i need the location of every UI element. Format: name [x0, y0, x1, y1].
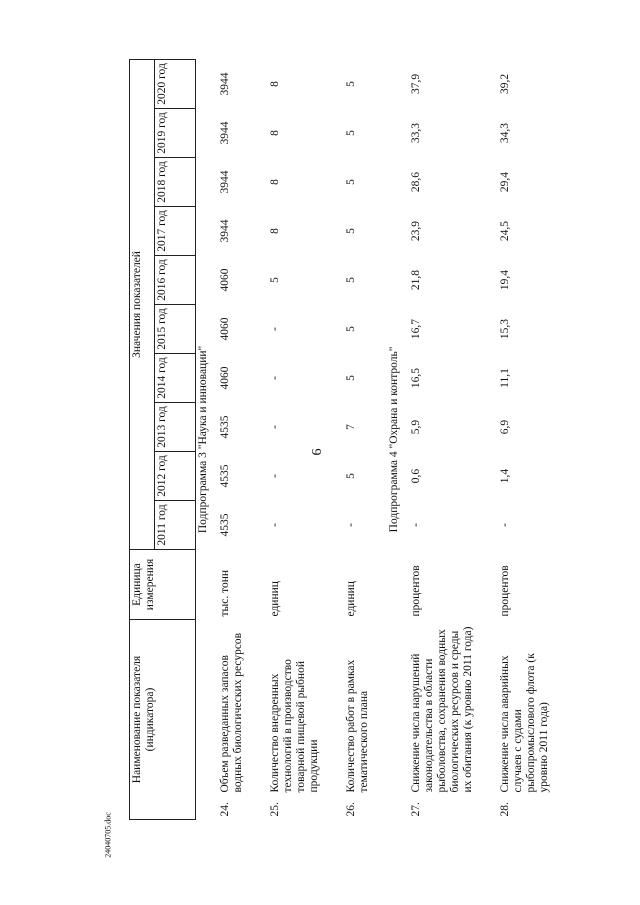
subprogram-title: Подпрограмма 4 "Охрана и контроль" — [388, 346, 400, 533]
header-year: 2016 год — [155, 256, 196, 305]
indicator-name: Количество работ в рамках тематического плана — [345, 659, 370, 793]
header-year: 2014 год — [155, 354, 196, 403]
value-cell: 6,9 — [499, 419, 511, 435]
value-cell: 19,4 — [499, 269, 511, 291]
indicator-name: Объем разведанных запасов водных биологических ресурсов — [219, 632, 244, 793]
table-row — [211, 59, 261, 819]
value-cell: 29,4 — [499, 171, 511, 193]
value-cell: 5 — [345, 277, 357, 283]
rotated-table-page — [129, 60, 627, 820]
header-year: 2011 год — [155, 501, 196, 550]
value-cell: 3944 — [219, 72, 231, 96]
value-cell: 5 — [345, 375, 357, 381]
value-cell: 8 — [269, 130, 281, 136]
value-cell: 5 — [345, 228, 357, 234]
header-year: 2018 год — [155, 158, 196, 207]
value-cell: - — [269, 327, 281, 331]
value-cell: 33,3 — [410, 122, 422, 144]
value-cell: 4060 — [219, 268, 231, 292]
value-cell: 8 — [269, 179, 281, 185]
header-unit: Единица измерения — [130, 550, 196, 620]
header-year: 2017 год — [155, 207, 196, 256]
value-cell: - — [269, 376, 281, 380]
value-cell: 16,5 — [410, 367, 422, 389]
table-row — [337, 59, 387, 819]
indicator-name: Снижение числа аварийных случаев с судами рыбопромыслового флота (к уровню 2011 года) — [499, 653, 550, 793]
header-year: 2013 год — [155, 403, 196, 452]
subprogram-title: Подпрограмма 3 "Наука и инновации" — [197, 345, 209, 534]
value-cell: 23,9 — [410, 220, 422, 242]
value-cell: 1,4 — [499, 468, 511, 484]
value-cell: 24,5 — [499, 220, 511, 242]
value-cell: 8 — [269, 81, 281, 87]
unit-cell: единиц — [345, 581, 357, 617]
unit-cell: процентов — [499, 565, 511, 617]
value-cell: 5 — [345, 473, 357, 479]
value-cell: 4535 — [219, 415, 231, 439]
header-indicator: Наименование показателя (индикатора) — [130, 620, 196, 820]
value-cell: 5,9 — [410, 419, 422, 435]
value-cell: 34,3 — [499, 122, 511, 144]
value-cell: 3944 — [219, 121, 231, 145]
header-year: 2015 год — [155, 305, 196, 354]
indicators-table — [129, 59, 567, 820]
row-number: 28. — [499, 802, 511, 817]
value-cell: - — [499, 523, 511, 527]
value-cell: 11,1 — [499, 368, 511, 388]
value-cell: 0,6 — [410, 468, 422, 484]
header-year: 2019 год — [155, 109, 196, 158]
header-year: 2012 год — [155, 452, 196, 501]
value-cell: 28,6 — [410, 171, 422, 193]
value-cell: 37,9 — [410, 73, 422, 95]
value-cell: 15,3 — [499, 318, 511, 340]
value-cell: 3944 — [219, 170, 231, 194]
value-cell: 5 — [345, 130, 357, 136]
value-cell: 7 — [345, 424, 357, 430]
unit-cell: единиц — [269, 581, 281, 617]
value-cell: 39,2 — [499, 73, 511, 95]
value-cell: - — [269, 425, 281, 429]
value-cell: 4535 — [219, 464, 231, 488]
value-cell: 5 — [345, 326, 357, 332]
indicator-name: Снижение числа нарушений законодательства в области рыболовства, сохранения водных биологических ресурсов и среды их обитания (к уровню 2011 года) — [410, 626, 474, 793]
value-cell: 21,8 — [410, 269, 422, 291]
row-number: 27. — [410, 802, 422, 817]
value-cell: 5 — [269, 277, 281, 283]
value-cell: 16,7 — [410, 318, 422, 340]
row-number: 26. — [345, 802, 357, 817]
value-cell: - — [269, 474, 281, 478]
value-cell: 5 — [345, 81, 357, 87]
value-cell: 4060 — [219, 317, 231, 341]
unit-cell: процентов — [410, 565, 422, 617]
value-cell: 3944 — [219, 219, 231, 243]
table-row — [491, 59, 567, 819]
unit-cell: тыс. тонн — [219, 569, 231, 617]
row-number: 24. — [219, 802, 231, 817]
value-cell: 4535 — [219, 513, 231, 537]
value-cell: 4060 — [219, 366, 231, 390]
table-row — [402, 59, 491, 819]
table-row — [261, 59, 337, 819]
file-name: 24040705.doc — [103, 812, 113, 858]
value-cell: - — [410, 523, 422, 527]
value-cell: - — [345, 523, 357, 527]
row-number: 25. — [269, 802, 281, 817]
value-cell: - — [269, 523, 281, 527]
header-values-group: Значения показателей — [130, 59, 155, 549]
header-year: 2020 год — [155, 59, 196, 108]
indicator-name: Количество внедренных технологий в производство товарной пищевой рыбной продукции — [269, 659, 320, 793]
value-cell: 8 — [269, 228, 281, 234]
value-cell: 5 — [345, 179, 357, 185]
page-number: 6 — [310, 448, 325, 456]
